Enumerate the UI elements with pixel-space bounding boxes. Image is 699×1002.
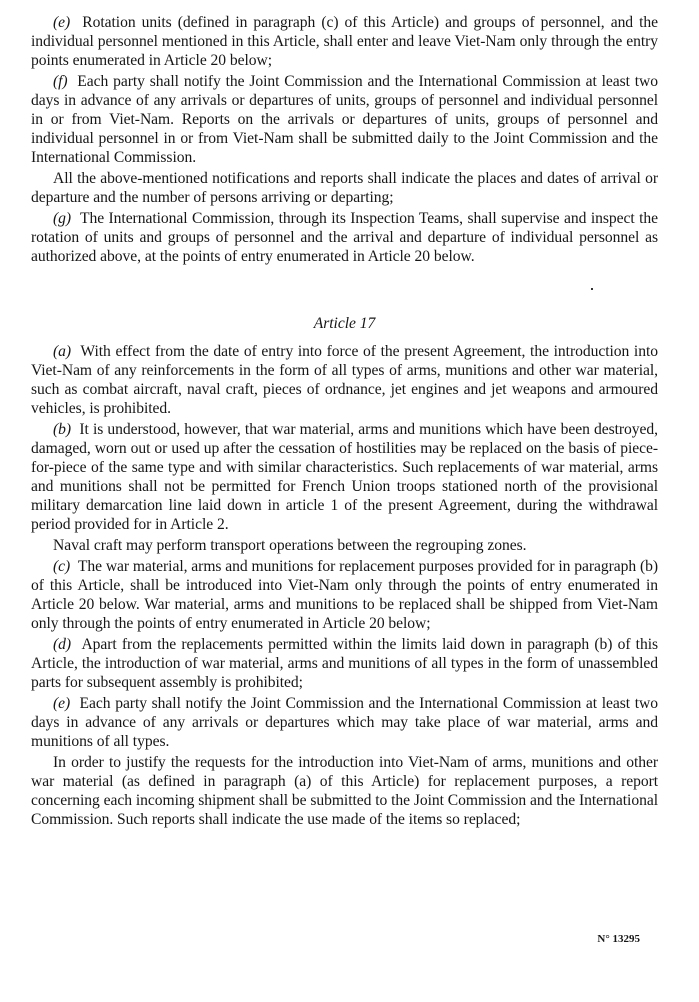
paragraph-a [31,342,658,418]
paragraph-text: Rotation units (defined in paragraph (c) of this Article) and groups of personnel, and the individual personnel mentioned in this Article, shall enter and leave Viet-Nam only through the entry points enumerated in Article 20 below; [31,14,659,69]
paragraph-text: It is understood, however, that war material, arms and munitions which have been destroyed, damaged, worn out or used up after the cessation of hostilities may be replaced on the basis of piece-for-piece of the same type and with similar characteristics. Such replacements of war material, arms and munitions shall not be permitted for French Union troops stationed north of the provisional military demarcation line laid down in article 1 of the present Agreement, during the withdrawal period provided for in Article 2. [31,421,658,533]
paragraph-c [31,557,658,633]
paragraph-text: The International Commission, through its Inspection Teams, shall supervise and inspect the rotation of units and groups of personnel and the arrival and departure of individual personnel as authorized above, at the points of entry enumerated in Article 20 below. [31,210,659,265]
paragraph-label: (g) [53,210,72,227]
paragraph-text: All the above-mentioned notifications and reports shall indicate the places and dates of arrival or departure and the number of persons arriving or departing; [31,170,658,206]
paragraph-label: (e) [53,695,71,712]
paragraph-text: Naval craft may perform transport operations between the regrouping zones. [53,537,527,554]
paragraph-label: (d) [53,636,72,653]
paragraph-d [31,635,658,692]
section-top [31,13,658,266]
paragraph-text: The war material, arms and munitions for replacement purposes provided for in paragraph (b) of this Article, shall be introduced into Viet-Nam only through the points of entry enumerated in Article 20 below. War material, arms and munitions to be replaced shall be shipped from Viet-Nam only through the points of entry enumerated in Article 20 below; [31,558,658,632]
paragraph-notifications [31,169,658,207]
paragraph-text: Apart from the replacements permitted within the limits laid down in paragraph (b) of this Article, the introduction of war material, arms and munitions of all types in the form of unassembled parts for subsequent assembly is prohibited; [31,636,658,691]
paragraph-text: Each party shall notify the Joint Commission and the International Commission at least two days in advance of any arrivals or departures of units, groups of personnel and individual personnel in or from Viet-Nam. Reports on the arrivals or departures of units, groups of personnel and individual personnel in or from Viet-Nam shall be submitted daily to the Joint Commission and the International Commission. [31,73,658,166]
paragraph-naval-craft [31,536,658,555]
paragraph-b [31,420,658,534]
paragraph-f-top [31,72,658,167]
paragraph-text: With effect from the date of entry into force of the present Agreement, the introduction into Viet-Nam of any reinforcements in the form of all types of arms, munitions and other war material, such as combat aircraft, naval craft, pieces of ordnance, jet engines and jet weapons and armoured vehicles, is prohibited. [31,343,658,417]
page-number-footer: N° 13295 [597,933,640,945]
paragraph-text: In order to justify the requests for the introduction into Viet-Nam of arms, munitions and other war material (as defined in paragraph (a) of this Article) for replacement purposes, a report concerning each incoming shipment shall be submitted to the Joint Commission and the International Commission. Such reports shall indicate the use made of the items so replaced; [31,754,658,828]
paragraph-label: (c) [53,558,71,575]
paragraph-e [31,694,658,751]
paragraph-e-top [31,13,658,70]
section-article-17 [31,342,658,829]
paragraph-label: (f) [53,73,68,90]
article-title: Article 17 [313,315,376,332]
paragraph-justify-requests [31,753,658,829]
paragraph-label: (a) [53,343,72,360]
paragraph-label: (e) [53,14,71,31]
scan-speck [591,288,593,290]
paragraph-label: (b) [53,421,72,438]
paragraph-text: Each party shall notify the Joint Commission and the International Commission at least two days in advance of any arrivals or departures which may take place of war material, arms and munitions of all types. [31,695,658,750]
paragraph-g-top [31,209,658,266]
document-page [31,13,658,831]
